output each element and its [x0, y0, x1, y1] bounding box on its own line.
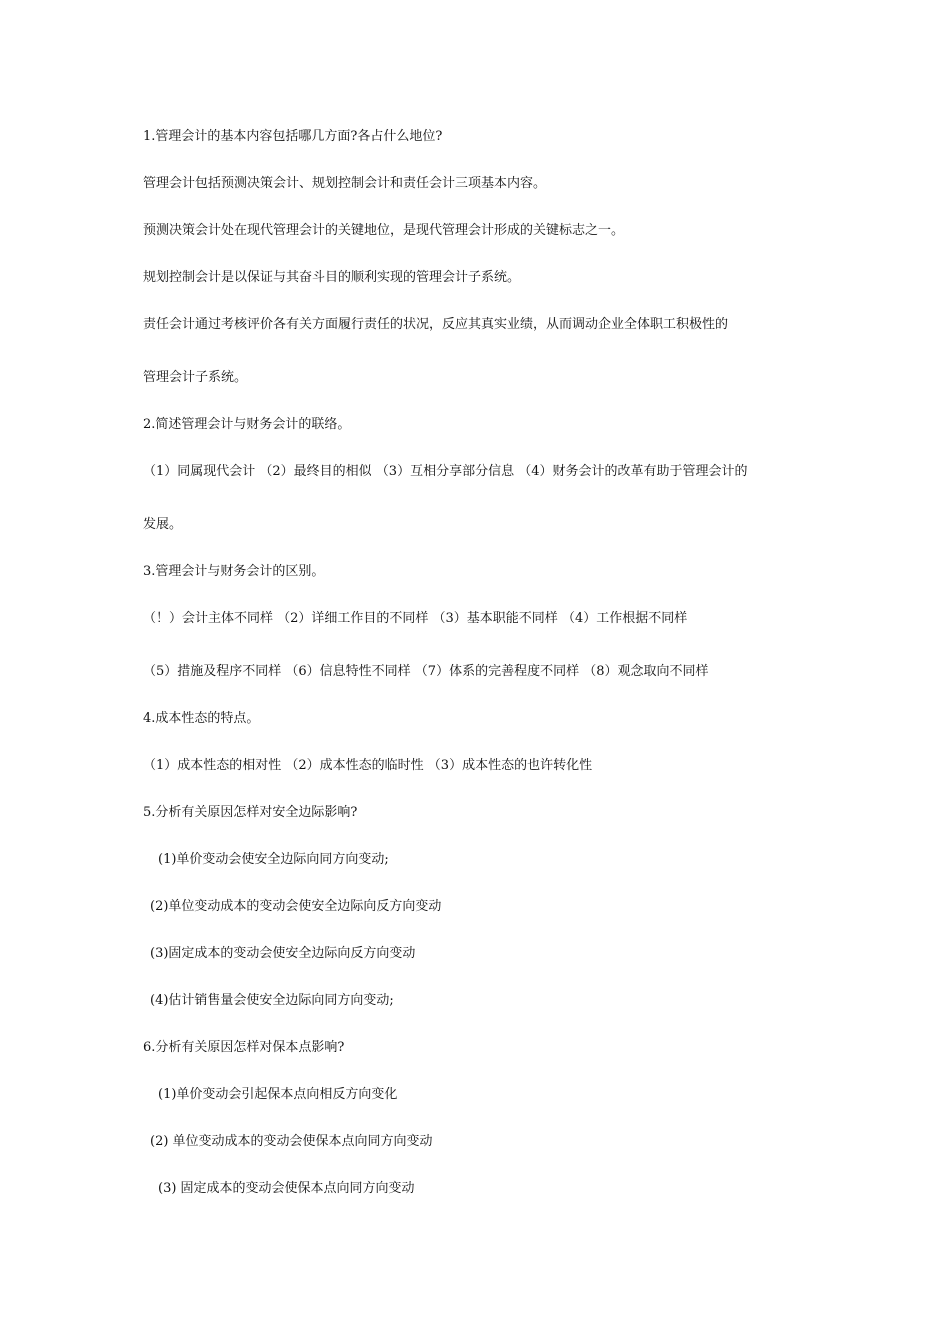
answer-1-line-1: 管理会计包括预测决策会计、规划控制会计和责任会计三项基本内容。 [143, 176, 547, 191]
question-3-heading: 3.管理会计与财务会计的区别。 [143, 564, 325, 579]
answer-5-item-4: (4)估计销售量会使安全边际向同方向变动; [150, 993, 394, 1008]
answer-2-line-1: （1）同属现代会计 （2）最终目的相似 （3）互相分享部分信息 （4）财务会计的改革有助于管理会计的 [143, 464, 748, 479]
question-4-heading: 4.成本性态的特点。 [143, 711, 260, 726]
answer-5-item-3: (3)固定成本的变动会使安全边际向反方向变动 [150, 946, 416, 961]
answer-1-line-2: 预测决策会计处在现代管理会计的关键地位，是现代管理会计形成的关键标志之一。 [143, 223, 625, 238]
answer-1-line-5: 管理会计子系统。 [143, 370, 248, 385]
answer-6-item-1: (1)单价变动会引起保本点向相反方向变化 [158, 1087, 398, 1102]
answer-3-line-2: （5）措施及程序不同样 （6）信息特性不同样 （7）体系的完善程度不同样 （8）观念取向不同样 [143, 664, 709, 679]
question-5-heading: 5.分析有关原因怎样对安全边际影响? [143, 805, 358, 820]
answer-4-line-1: （1）成本性态的相对性 （2）成本性态的临时性 （3）成本性态的也许转化性 [143, 758, 593, 773]
question-2-heading: 2.简述管理会计与财务会计的联络。 [143, 417, 351, 432]
answer-1-line-4: 责任会计通过考核评价各有关方面履行责任的状况，反应其真实业绩，从而调动企业全体职工积极性的 [143, 317, 729, 332]
answer-6-item-3: (3) 固定成本的变动会使保本点向同方向变动 [158, 1181, 415, 1196]
question-6-heading: 6.分析有关原因怎样对保本点影响? [143, 1040, 345, 1055]
answer-5-item-1: (1)单价变动会使安全边际向同方向变动; [158, 852, 389, 867]
answer-5-item-2: (2)单位变动成本的变动会使安全边际向反方向变动 [150, 899, 442, 914]
answer-6-item-2: (2) 单位变动成本的变动会使保本点向同方向变动 [150, 1134, 433, 1149]
answer-2-line-2: 发展。 [143, 517, 183, 532]
answer-1-line-3: 规划控制会计是以保证与其奋斗目的顺利实现的管理会计子系统。 [143, 270, 521, 285]
question-1-heading: 1.管理会计的基本内容包括哪几方面?各占什么地位? [143, 129, 443, 144]
answer-3-line-1: （！）会计主体不同样 （2）详细工作目的不同样 （3）基本职能不同样 （4）工作根据不同样 [143, 611, 688, 626]
